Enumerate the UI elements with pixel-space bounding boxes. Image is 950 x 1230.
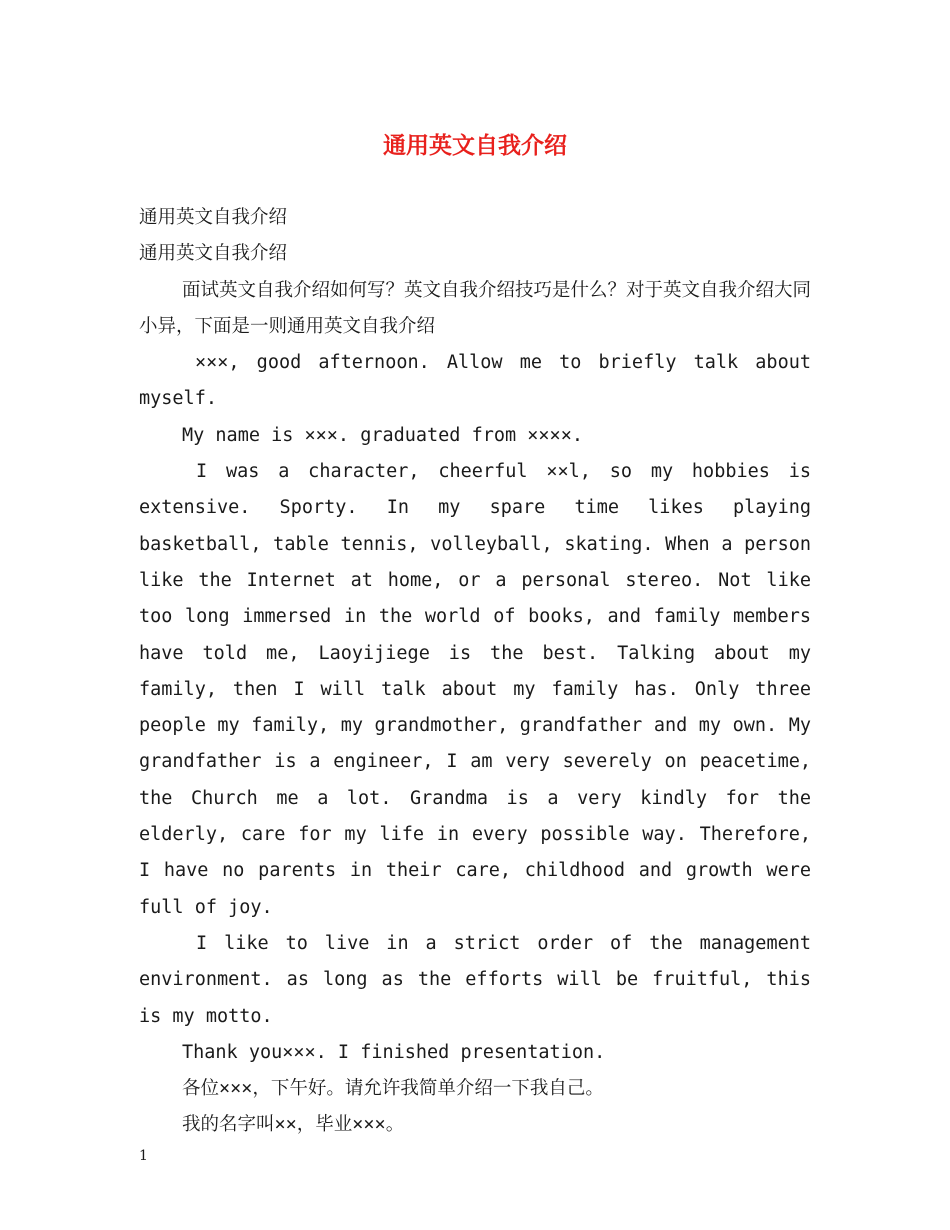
document-body bbox=[139, 200, 811, 1144]
thanks-paragraph: Thank you×××. I finished presentation. bbox=[182, 1041, 606, 1063]
name-paragraph: My name is ×××. graduated from ××××. bbox=[182, 424, 583, 446]
intro-paragraph: 面试英文自我介绍如何写？英文自我介绍技巧是什么？对于英文自我介绍大同小异，下面是一则通用英文自我介绍 bbox=[139, 279, 812, 337]
document-title: 通用英文自我介绍 bbox=[383, 132, 567, 159]
greeting-paragraph: ×××, good afternoon. Allow me to briefly talk about myself. bbox=[139, 352, 811, 410]
hobbies-paragraph: I was a character, cheerful ××l, so my hobbies is extensive. Sporty. In my spare time likes playing basketball, table tennis, volleyball, skating. When a person like the Internet at home, or a personal stereo. Not like too long immersed in the world of books, and family members have told me, Laoyijiege is the best. Talking about my family, then I will talk about my family has. Only three people my family, my grandmother, grandfather and my own. My grandfather is a engineer, I am very severely on peacetime, the Church me a lot. Grandma is a very kindly for the elderly, care for my life in every possible way. Therefore, I have no parents in their care, childhood and growth were full of joy. bbox=[139, 461, 811, 918]
motto-paragraph: I like to live in a strict order of the management environment. as long as the efforts will be fruitful, this is my motto. bbox=[139, 932, 811, 1027]
subtitle-line-2: 通用英文自我介绍 bbox=[139, 243, 288, 265]
subtitle-line-1: 通用英文自我介绍 bbox=[139, 207, 288, 228]
page-number: 1 bbox=[139, 1148, 148, 1164]
chinese-greeting-paragraph: 各位×××，下午好。请允许我简单介绍一下我自己。 bbox=[182, 1078, 604, 1100]
chinese-name-paragraph: 我的名字叫××，毕业×××。 bbox=[182, 1114, 405, 1136]
